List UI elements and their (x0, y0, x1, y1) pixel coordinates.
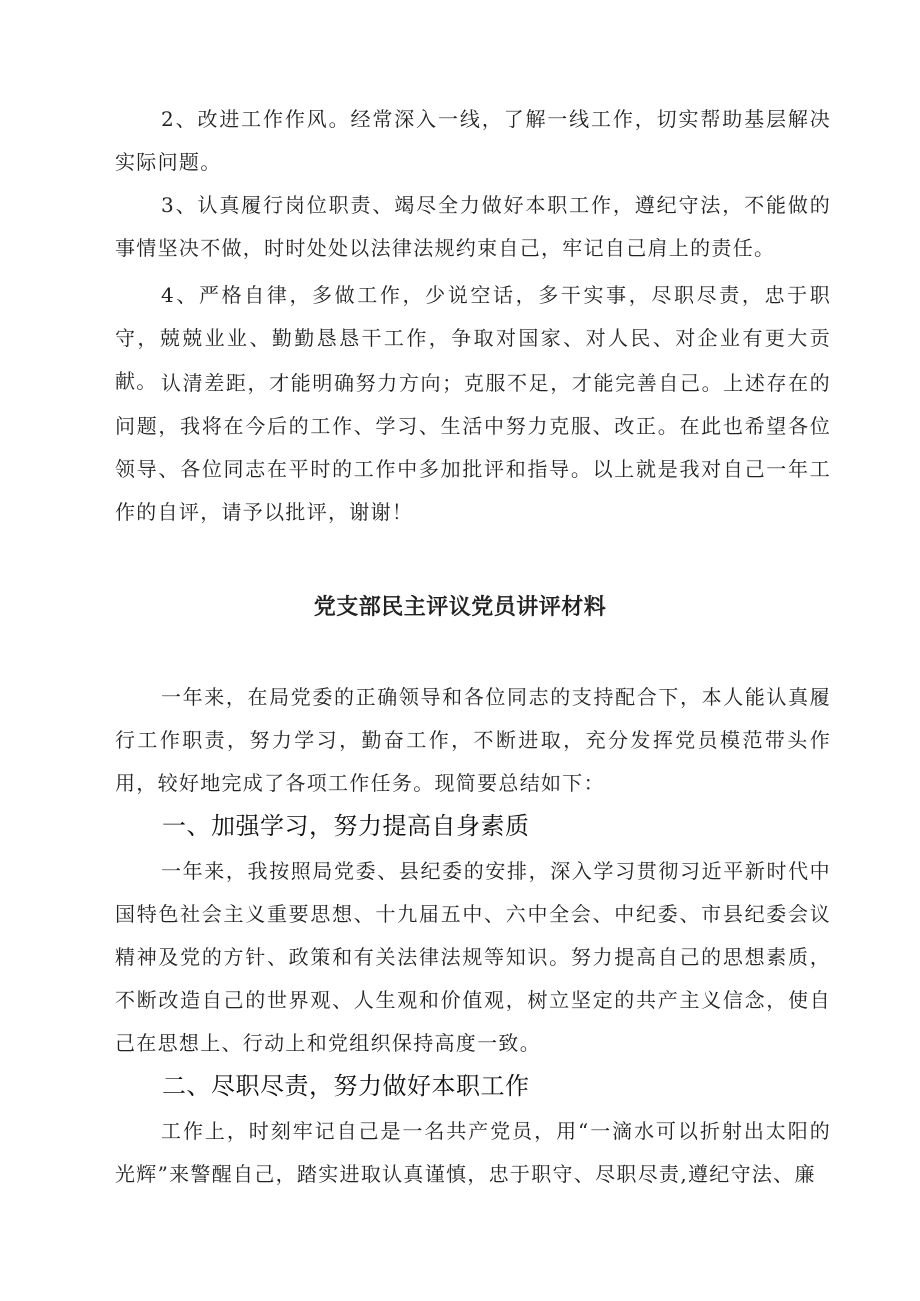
document-title: 党支部民主评议党员讲评材料 (313, 595, 607, 620)
paragraph-item-2: 2、改进工作作风。经常深入一线，了解一线工作，切实帮助基层解决实际问题。 (115, 107, 831, 174)
section-heading-2: 二、尽职尽责，努力做好本职工作 (162, 1072, 530, 1100)
section-1-body: 一年来，我按照局党委、县纪委的安排，深入学习贯彻习近平新时代中国特色社会主义重要思想、十九届五中、六中全会、中纪委、市县纪委会议精神及党的方针、政策和有关法律法规等知识。努力提高自己的思想素质，不断改造自己的世界观、人生观和价值观，树立坚定的共产主义信念，使自己在思想上、行动上和党组织保持高度一致。 (115, 859, 831, 1055)
section-heading-1: 一、加强学习，努力提高自身素质 (162, 812, 530, 840)
intro-paragraph: 一年来，在局党委的正确领导和各位同志的支持配合下，本人能认真履行工作职责，努力学习，勤奋工作，不断进取，充分发挥党员模范带头作用，较好地完成了各项工作任务。现简要总结如下： (115, 685, 831, 795)
section-2-body: 工作上，时刻牢记自己是一名共产党员，用“一滴水可以折射出太阳的光辉”来警醒自己，踏实进取认真谨慎，忠于职守、尽职尽责,遵纪守法、廉 (115, 1119, 831, 1186)
paragraph-item-4: 4、严格自律，多做工作，少说空话，多干实事，尽职尽责，忠于职守，兢兢业业、勤勤恳恳干工作，争取对国家、对人民、对企业有更大贡献。 (115, 283, 831, 393)
paragraph-item-3: 3、认真履行岗位职责、竭尽全力做好本职工作，遵纪守法，不能做的事情坚决不做，时时处处以法律法规约束自己，牢记自己肩上的责任。 (115, 193, 831, 260)
paragraph-conclusion: 认清差距，才能明确努力方向；克服不足，才能完善自己。上述存在的问题，我将在今后的工作、学习、生活中努力克服、改正。在此也希望各位领导、各位同志在平时的工作中多加批评和指导。以上就是我对自己一年工作的自评，请予以批评，谢谢！ (115, 371, 831, 524)
